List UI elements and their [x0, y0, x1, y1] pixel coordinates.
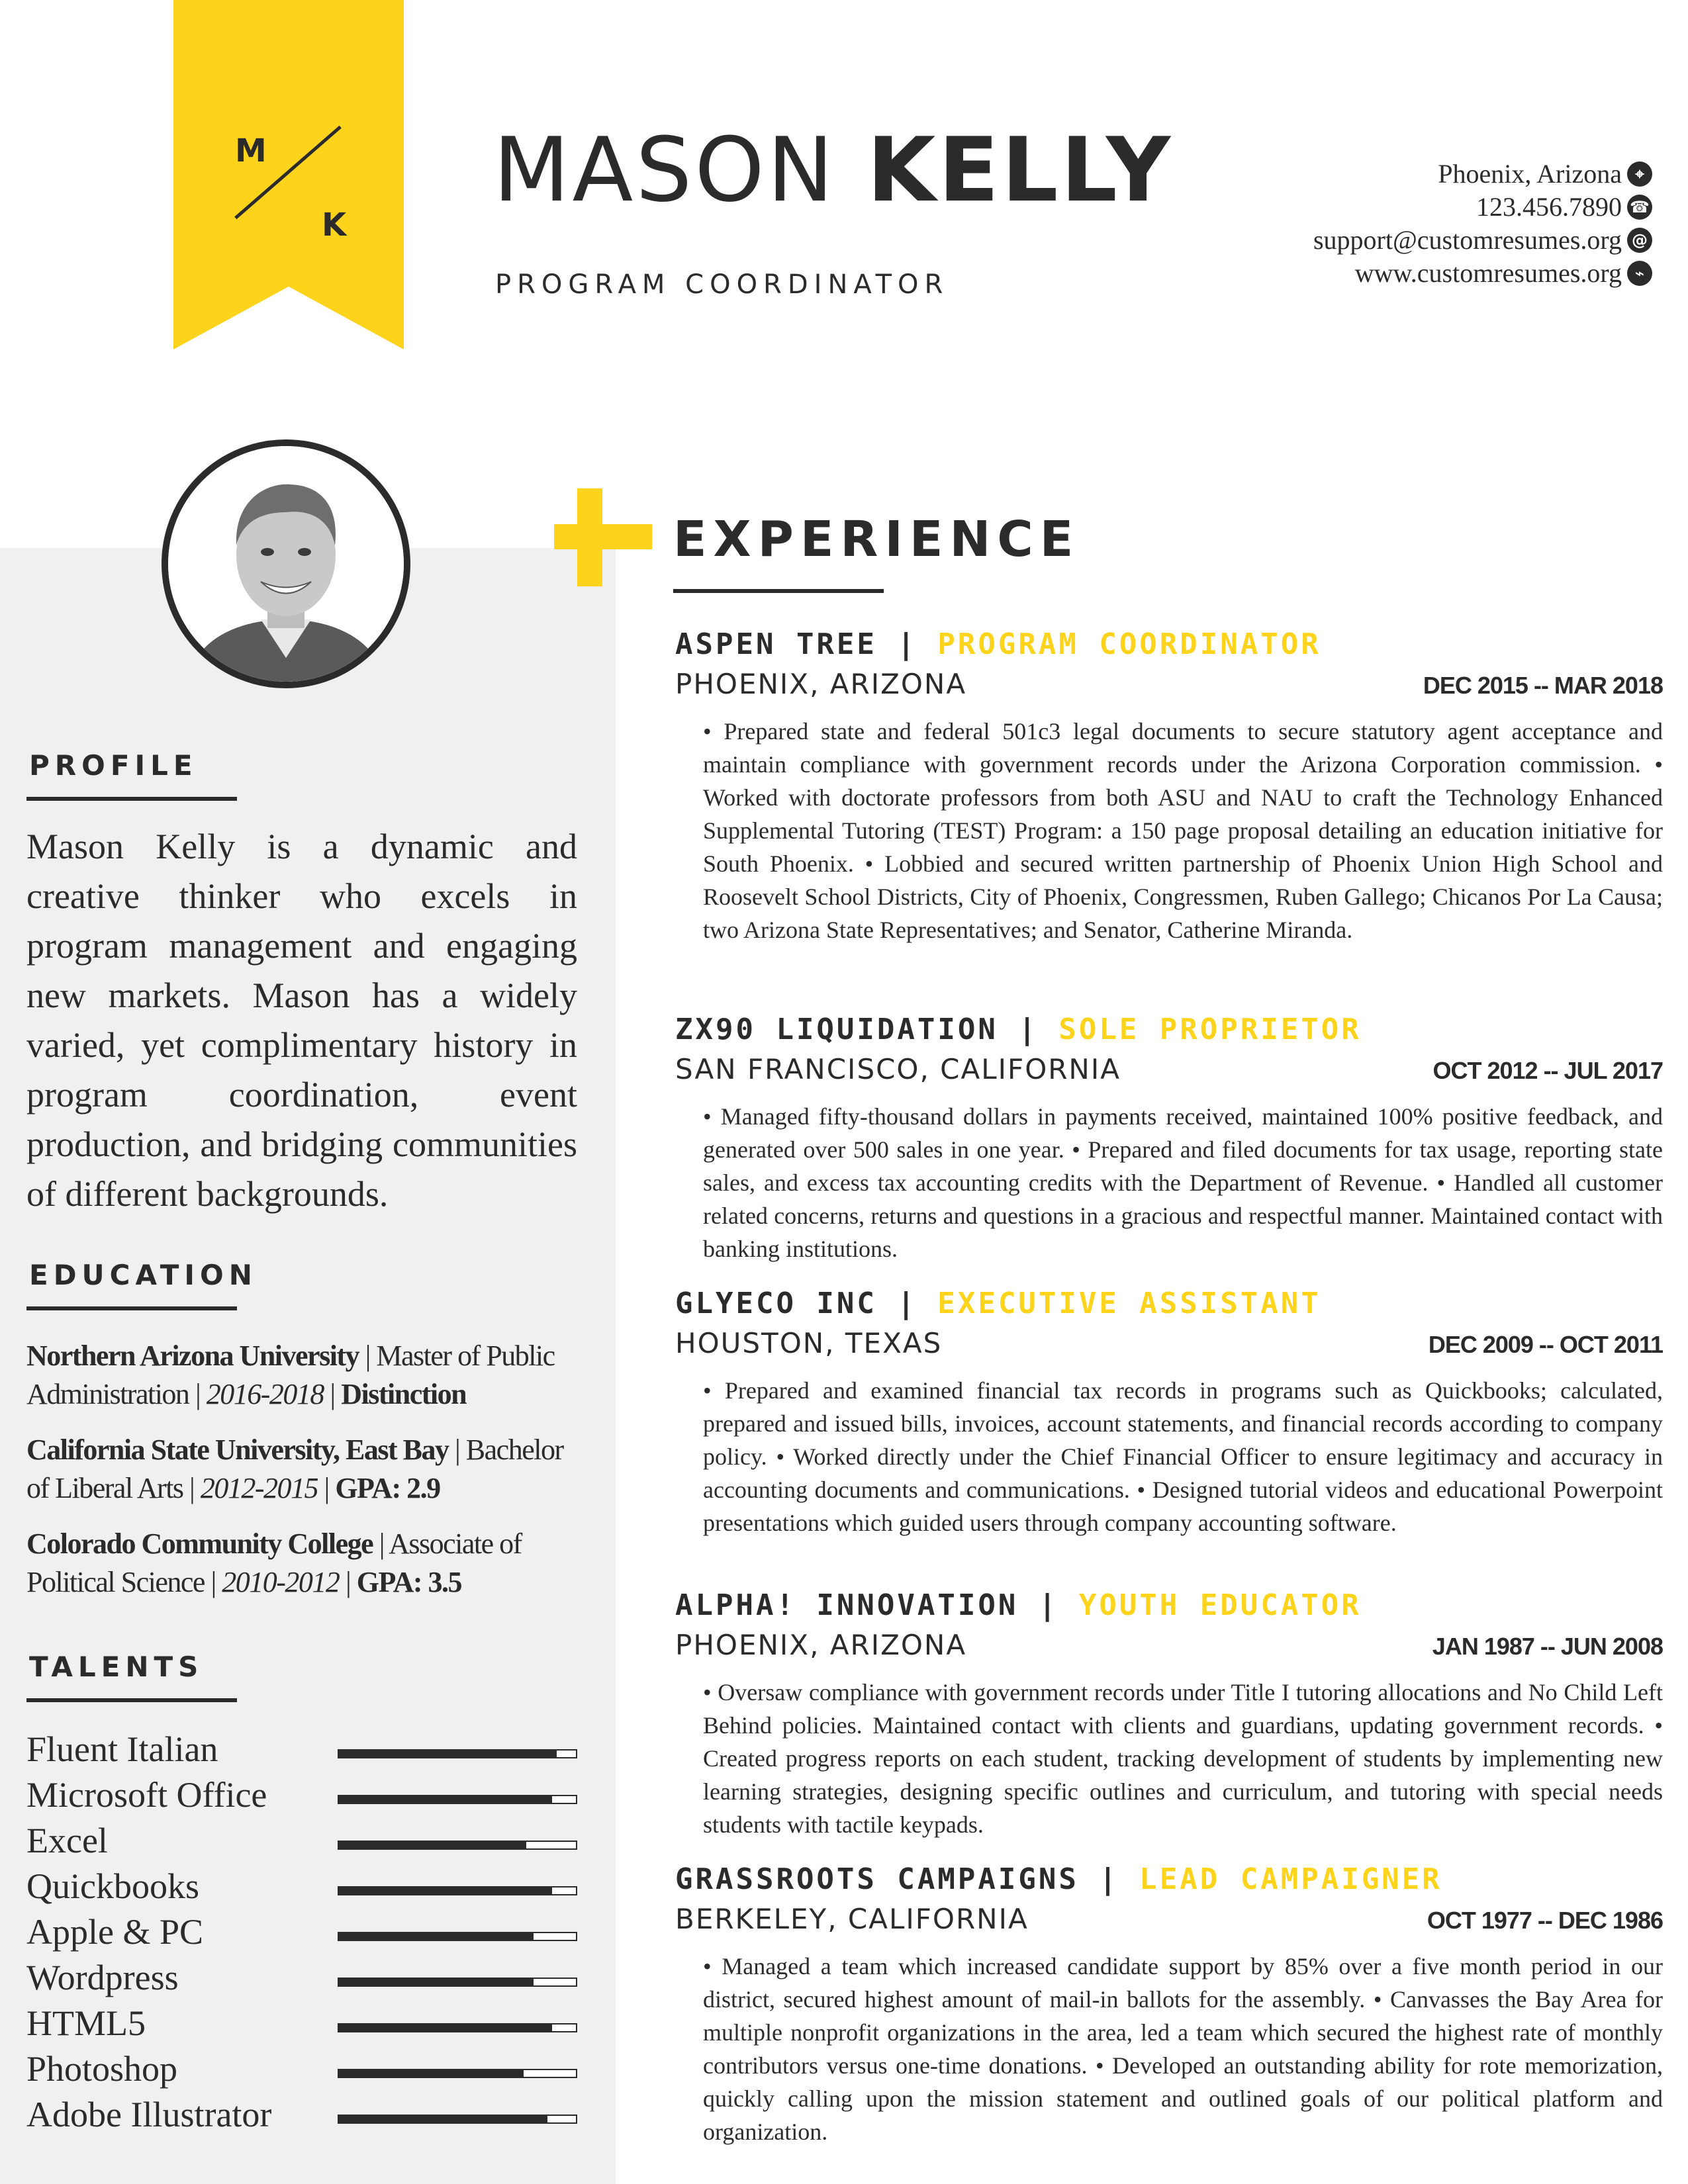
job-role: SOLE PROPRIETOR: [1058, 1013, 1362, 1046]
talent-bar-fill: [339, 2025, 552, 2031]
talent-bar: [338, 1932, 577, 1941]
education-years: 2012-2015: [200, 1472, 318, 1504]
talent-bar-fill: [339, 1979, 534, 1985]
job-entry: [675, 627, 1663, 946]
job-title: GRASSROOTS CAMPAIGNS | LEAD CAMPAIGNER: [675, 1862, 1442, 1896]
job-company: GLYECO INC: [675, 1287, 877, 1320]
talent-bar: [338, 2115, 577, 2124]
job-description: • Prepared and examined financial tax records in programs such as Quickbooks; calculated, prepared and issued bills, invoices, account statements, and financial records according to company policy. • Worked directly under the Chief Financial Officer to ensure legitimacy and accuracy in accounting documents and communications. • Designed tutorial videos and educational Powerpoint presentations which guided users through company accounting software.: [703, 1377, 1663, 1536]
monogram-last-initial: K: [322, 206, 347, 244]
job-title: ZX90 LIQUIDATION | SOLE PROPRIETOR: [675, 1013, 1362, 1046]
job-entry: [675, 1862, 1663, 2148]
talent-name: Fluent Italian: [26, 1729, 218, 1769]
education-years: 2016-2018: [206, 1378, 324, 1410]
job-company: GRASSROOTS CAMPAIGNS: [675, 1862, 1079, 1896]
education-entry: California State University, East Bay | Bachelor of Liberal Arts | 2012-2015 | GPA: 2.9: [26, 1433, 563, 1504]
education-heading: EDUCATION: [29, 1259, 258, 1291]
profile-text: Mason Kelly is a dynamic and creative thinker who excels in program management and engaging new markets. Mason has a widely varied, yet complimentary history in program coordination, event production, and bridging communities of different backgrounds.: [26, 827, 577, 1214]
talent-bar: [338, 1795, 577, 1804]
talent-name: Quickbooks: [26, 1866, 199, 1906]
email-icon: @: [1627, 228, 1652, 253]
job-location: SAN FRANCISCO, CALIFORNIA: [675, 1053, 1121, 1085]
talent-name: Excel: [26, 1821, 108, 1860]
contact-phone: [1313, 191, 1652, 224]
education-degree: Associate of Political Science: [26, 1527, 522, 1598]
job-title: ALPHA! INNOVATION | YOUTH EDUCATOR: [675, 1588, 1362, 1622]
talent-bar: [338, 1978, 577, 1987]
contact-website-text[interactable]: www.customresumes.org: [1354, 258, 1622, 288]
job-meta: [675, 1903, 1663, 1935]
job-entry: [675, 1287, 1663, 1539]
job-title: GLYECO INC | EXECUTIVE ASSISTANT: [675, 1287, 1321, 1320]
talent-bar-fill: [339, 2116, 547, 2122]
job-role: PROGRAM COORDINATOR: [495, 269, 949, 300]
job-dates: DEC 2009 -- OCT 2011: [1428, 1331, 1663, 1358]
talent-bar-fill: [339, 1888, 552, 1894]
talent-bar: [338, 1841, 577, 1850]
talent-bar: [338, 2023, 577, 2032]
talent-name: HTML5: [26, 2003, 146, 2043]
job-entry: [675, 1588, 1663, 1841]
education-degree: Bachelor of Liberal Arts: [26, 1433, 563, 1504]
monogram-first-initial: M: [235, 132, 267, 169]
job-company: ALPHA! INNOVATION: [675, 1588, 1019, 1622]
job-dates: DEC 2015 -- MAR 2018: [1423, 672, 1663, 699]
job-description: • Managed fifty-thousand dollars in payments received, maintained 100% positive feedback, and generated over 500 sales in one year. • Prepared and filed documents for tax usage, reporting state sales, and excess tax accounting credits with the Department of Revenue. • Handled all customer related concerns, returns and questions in a gracious and respectful manner. Maintained contact with banking institutions.: [703, 1103, 1663, 1262]
education-school: Colorado Community College: [26, 1527, 373, 1560]
talents-heading: TALENTS: [29, 1651, 204, 1683]
profile-heading: PROFILE: [29, 749, 198, 782]
job-location: PHOENIX, ARIZONA: [675, 1629, 967, 1661]
job-description: • Prepared state and federal 501c3 legal documents to secure statutory agent acceptance and maintain compliance with government records under the Arizona Corporation commission. • Worked with doctorate professors from both ASU and NAU to craft the Technology Enhanced Supplemental Tutoring (TEST) Program: a 150 page proposal detailing an education initiative for South Phoenix. • Lobbied and secured written partnership of Phoenix Union High School and Roosevelt School Districts, City of Phoenix, Congressmen, Ruben Gallego; Chicanos Por La Causa; two Arizona State Representatives; and Senator, Catherine Miranda.: [703, 718, 1663, 943]
experience-heading: EXPERIENCE: [673, 511, 1080, 568]
job-title: ASPEN TREE | PROGRAM COORDINATOR: [675, 627, 1321, 661]
experience-divider: [673, 589, 884, 593]
talent-name: Apple & PC: [26, 1912, 204, 1952]
job-role: YOUTH EDUCATOR: [1078, 1588, 1362, 1622]
talent-name: Adobe Illustrator: [26, 2095, 272, 2134]
contact-phone-text[interactable]: 123.456.7890: [1476, 192, 1622, 222]
talent-bar-fill: [339, 1796, 552, 1803]
job-dates: JAN 1987 -- JUN 2008: [1432, 1633, 1663, 1660]
education-school: California State University, East Bay: [26, 1433, 449, 1466]
talent-name: Wordpress: [26, 1958, 179, 1997]
job-role: EXECUTIVE ASSISTANT: [937, 1287, 1321, 1320]
job-location: PHOENIX, ARIZONA: [675, 668, 967, 700]
education-divider: [26, 1306, 237, 1310]
job-description: • Managed a team which increased candidate support by 85% over a five month period in our district, secured highest amount of mail-in ballots for the assembly. • Canvasses the Bay Area for multiple nonprofit organizations in the area, led a team which secured the highest rate of monthly contributors versus one-time donations. • Developed an outstanding ability for rote memorization, quickly calling upon the mission statement and outlined goals of our political platform and organization.: [703, 1953, 1663, 2145]
talent-bar: [338, 1886, 577, 1895]
contact-website: [1313, 257, 1652, 290]
location-pin-icon: ⌖: [1627, 161, 1652, 187]
talent-bar: [338, 1749, 577, 1758]
job-location: HOUSTON, TEXAS: [675, 1327, 943, 1359]
avatar: [162, 439, 410, 688]
job-meta: [675, 668, 1663, 700]
contact-location-text: Phoenix, Arizona: [1438, 159, 1622, 189]
job-dates: OCT 1977 -- DEC 1986: [1427, 1907, 1663, 1934]
talent-bar-fill: [339, 1933, 534, 1940]
avatar-photo: [168, 446, 404, 682]
job-description: • Oversaw compliance with government records under Title I tutoring allocations and No Child Left Behind policies. Maintained contact with clients and guardians, updating government records. • Created progress reports on each student, tracking development of students by implementing new learning strategies, designing specific outlines and curriculum, and tutoring with special needs students with tactile keypads.: [703, 1679, 1663, 1838]
job-dates: OCT 2012 -- JUL 2017: [1432, 1057, 1663, 1084]
talent-name: Photoshop: [26, 2049, 178, 2089]
talents-divider: [26, 1698, 237, 1702]
first-name: MASON: [493, 118, 837, 222]
profile-divider: [26, 797, 237, 801]
education-school: Northern Arizona University: [26, 1340, 359, 1372]
mouse-icon: ⌁: [1627, 261, 1652, 286]
job-company: ZX90 LIQUIDATION: [675, 1013, 998, 1046]
job-meta: [675, 1053, 1663, 1085]
talent-bar: [338, 2069, 577, 2078]
education-note: GPA: 3.5: [356, 1566, 462, 1598]
job-company: ASPEN TREE: [675, 627, 877, 661]
contact-email: [1313, 224, 1652, 257]
plus-icon: [554, 524, 652, 549]
full-name: [493, 118, 1173, 222]
education-entry: Northern Arizona University | Master of Public Administration | 2016-2018 | Distinction: [26, 1340, 555, 1410]
job-meta: [675, 1629, 1663, 1661]
talent-name: Microsoft Office: [26, 1775, 267, 1815]
contact-location: [1313, 158, 1652, 191]
phone-icon: ☎: [1627, 195, 1652, 220]
job-entry: [675, 1013, 1663, 1265]
talent-bar-fill: [339, 1751, 557, 1757]
monogram-banner: [173, 0, 404, 349]
education-years: 2010-2012: [222, 1566, 340, 1598]
talent-bar-fill: [339, 1842, 526, 1848]
talent-bar-fill: [339, 2070, 524, 2077]
job-meta: [675, 1327, 1663, 1359]
education-note: Distinction: [341, 1378, 467, 1410]
education-note: GPA: 2.9: [335, 1472, 440, 1504]
last-name: KELLY: [867, 118, 1173, 222]
education-degree: Master of Public Administration: [26, 1340, 555, 1410]
contact-email-text[interactable]: support@customresumes.org: [1313, 225, 1622, 255]
contact-block: [1313, 158, 1652, 290]
job-location: BERKELEY, CALIFORNIA: [675, 1903, 1029, 1935]
job-role: LEAD CAMPAIGNER: [1139, 1862, 1442, 1896]
job-role: PROGRAM COORDINATOR: [937, 627, 1321, 661]
education-entry: Colorado Community College | Associate of Political Science | 2010-2012 | GPA: 3.5: [26, 1527, 522, 1598]
